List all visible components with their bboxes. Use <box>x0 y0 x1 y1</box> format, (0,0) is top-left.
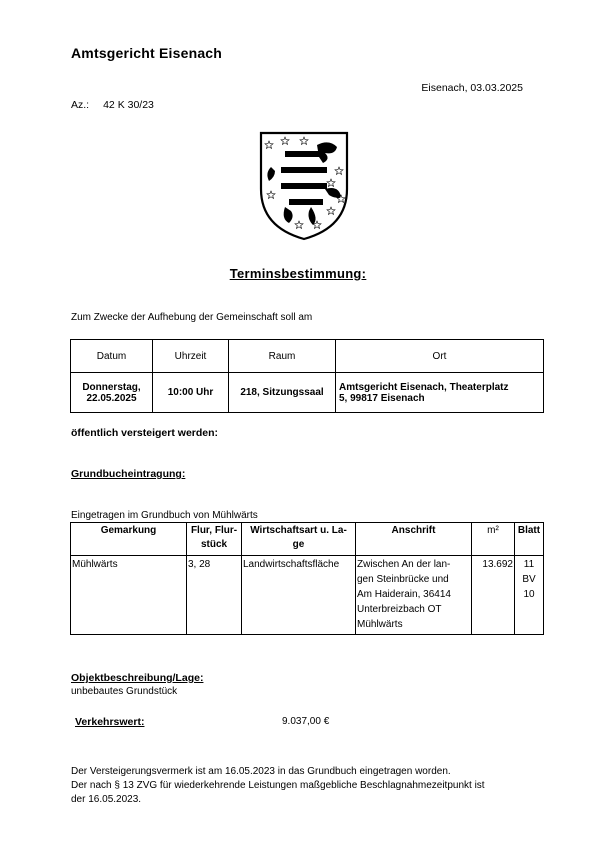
footer-notice <box>71 765 541 807</box>
header-ort: Ort <box>336 340 544 373</box>
appointment-table <box>70 339 544 413</box>
market-value-label: Verkehrswert: <box>75 716 145 728</box>
cell-m2: 13.692 <box>472 556 515 635</box>
appointment-date <box>71 373 153 413</box>
appointment-weekday: Donnerstag, <box>82 381 141 393</box>
cell-gemarkung: Mühlwärts <box>71 556 187 635</box>
appointment-place-line1: Amtsgericht Eisenach, Theaterplatz <box>339 381 509 393</box>
file-reference <box>71 99 154 111</box>
blatt-line2: 10 <box>523 589 535 600</box>
anschrift-line: Unterbreizbach OT <box>357 604 442 615</box>
grundbuch-header-row <box>71 523 544 556</box>
place-date: Eisenach, 03.03.2025 <box>421 82 523 94</box>
appointment-place-line2: 5, 99817 Eisenach <box>339 392 425 404</box>
blatt-line1: 11 BV <box>522 559 536 585</box>
appointment-row <box>71 373 544 413</box>
file-reference-label: Az.: <box>71 99 90 111</box>
cell-flur: 3, 28 <box>187 556 242 635</box>
header-anschrift: Anschrift <box>356 523 472 556</box>
market-value: 9.037,00 € <box>282 716 330 727</box>
grundbuch-section-title: Grundbucheintragung: <box>71 468 186 480</box>
grundbuch-table <box>70 522 544 635</box>
file-reference-number: 42 K 30/23 <box>103 99 154 111</box>
appointment-time: 10:00 Uhr <box>153 373 229 413</box>
intro-text: Zum Zwecke der Aufhebung der Gemeinschaft soll am <box>71 312 313 323</box>
cell-blatt <box>515 556 544 635</box>
appointment-place <box>336 373 544 413</box>
header-uhrzeit: Uhrzeit <box>153 340 229 373</box>
header-flur: Flur, Flur- stück <box>187 523 242 556</box>
grundbuch-row <box>71 556 544 635</box>
anschrift-line: Am Haiderain, 36414 <box>357 589 451 600</box>
footer-line: Der Versteigerungsvermerk ist am 16.05.2023 in das Grundbuch eingetragen worden. <box>71 766 451 777</box>
anschrift-line: gen Steinbrücke und <box>357 574 449 585</box>
auction-statement: öffentlich versteigert werden: <box>71 427 219 439</box>
object-description-title: Objektbeschreibung/Lage: <box>71 672 204 684</box>
header-wirtschaftsart: Wirtschaftsart u. La- ge <box>242 523 356 556</box>
anschrift-line: Zwischen An der lan- <box>357 559 451 570</box>
document-heading: Terminsbestimmung: <box>229 266 367 281</box>
footer-line: Der nach § 13 ZVG für wiederkehrende Leistungen maßgebliche Beschlagnahmezeitpunkt ist <box>71 780 485 791</box>
cell-wirtschaftsart: Landwirtschaftsfläche <box>242 556 356 635</box>
appointment-room: 218, Sitzungssaal <box>229 373 336 413</box>
appointment-date-value: 22.05.2025 <box>86 392 137 404</box>
header-datum: Datum <box>71 340 153 373</box>
object-description-text: unbebautes Grundstück <box>71 686 178 697</box>
header-blatt: Blatt <box>515 523 544 556</box>
court-name: Amtsgericht Eisenach <box>71 45 223 61</box>
header-m2: m² <box>472 523 515 556</box>
footer-line: der 16.05.2023. <box>71 794 142 805</box>
grundbuch-intro: Eingetragen im Grundbuch von Mühlwärts <box>71 510 258 521</box>
anschrift-line: Mühlwärts <box>357 619 403 630</box>
header-gemarkung: Gemarkung <box>71 523 187 556</box>
cell-anschrift <box>356 556 472 635</box>
appointment-header-row <box>71 340 544 373</box>
thuringia-coat-of-arms <box>255 127 353 243</box>
header-raum: Raum <box>229 340 336 373</box>
